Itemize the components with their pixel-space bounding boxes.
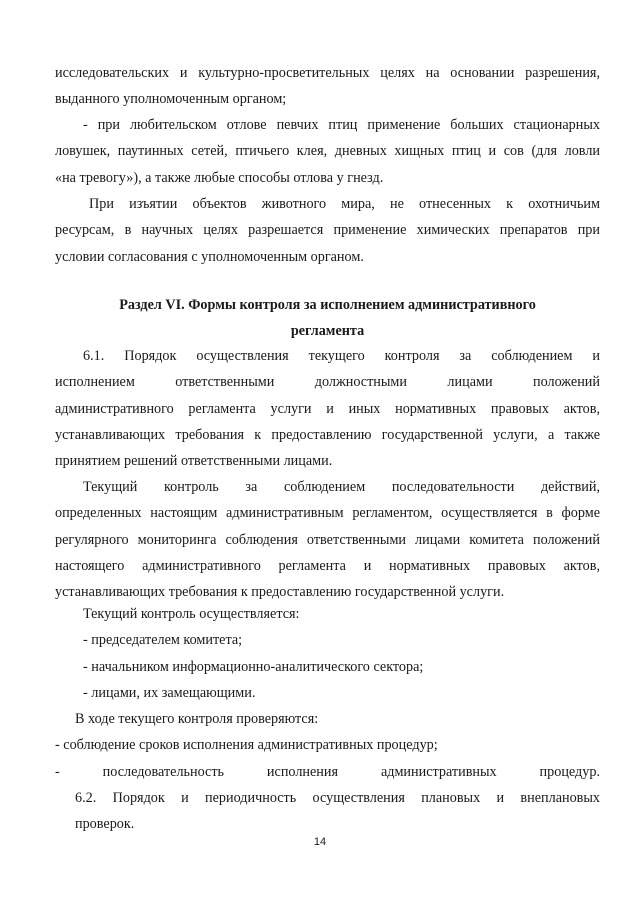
text-line: При изъятии объектов животного мира, не отнесенных к охотничьим <box>89 196 600 212</box>
text-line: определенных настоящим административным регламентом, осуществляется в форме <box>55 505 600 522</box>
text-line: административного регламента услуги и иных нормативных правовых актов, <box>55 400 600 417</box>
text-line: проверок. <box>75 816 135 833</box>
text-line: Текущий контроль осуществляется: <box>83 606 300 622</box>
paragraph-current-control <box>55 474 600 605</box>
text-line: выданного уполномоченным органом; <box>55 91 287 108</box>
section-heading <box>55 292 600 345</box>
text-line: 6.1. Порядок осуществления текущего контроля за соблюдением и <box>83 348 600 364</box>
text-line: Текущий контроль за соблюдением последовательности действий, <box>83 479 600 495</box>
heading-line: Раздел VI. Формы контроля за исполнением административного <box>119 297 536 313</box>
text-line: устанавливающих требования к предоставлению государственной услуги, а также <box>55 426 600 443</box>
paragraph-songbirds <box>55 112 600 191</box>
text-line: «на тревогу»), а также любые способы отлова у гнезд. <box>55 169 384 186</box>
text-line: условии согласования с уполномоченным органом. <box>55 248 364 265</box>
list-item: - лицами, их замещающими. <box>83 684 256 701</box>
paragraph-control-checks <box>55 706 600 785</box>
text-line: ресурсам, в научных целях разрешается применение химических препаратов при <box>55 222 600 239</box>
text-line: принятием решений ответственными лицами. <box>55 453 333 470</box>
text-line: В ходе текущего контроля проверяются: <box>75 711 319 727</box>
text-line: - при любительском отлове певчих птиц применение больших стационарных <box>83 117 600 133</box>
text-line: настоящего административного регламента и нормативных правовых актов, <box>55 557 600 574</box>
text-line: ловушек, паутинных сетей, птичьего клея, дневных хищных птиц и сов (для ловли <box>55 143 600 160</box>
text-line: регулярного мониторинга соблюдения ответственными лицами комитета положений <box>55 531 600 548</box>
text-line: устанавливающих требования к предоставлению государственной услуги. <box>55 584 505 601</box>
paragraph-6-2 <box>55 785 600 838</box>
list-item: - начальником информационно-аналитического сектора; <box>83 658 424 675</box>
list-item: - председателем комитета; <box>83 632 243 649</box>
paragraph-chemicals <box>55 191 600 270</box>
list-item: - соблюдение сроков исполнения административных процедур; <box>55 737 438 754</box>
text-line: 6.2. Порядок и периодичность осуществления плановых и внеплановых <box>75 790 600 806</box>
list-item: - последовательность исполнения административных процедур. <box>55 763 600 780</box>
paragraph-6-1 <box>55 343 600 474</box>
text-line: исследовательских и культурно-просветительных целях на основании разрешения, <box>55 65 600 81</box>
text-line: исполнением ответственными должностными лицами положений <box>55 374 600 391</box>
paragraph-control-performed-by <box>55 601 600 706</box>
heading-line: регламента <box>290 323 365 340</box>
page-number: 14 <box>313 836 327 848</box>
paragraph-permission <box>55 60 600 113</box>
